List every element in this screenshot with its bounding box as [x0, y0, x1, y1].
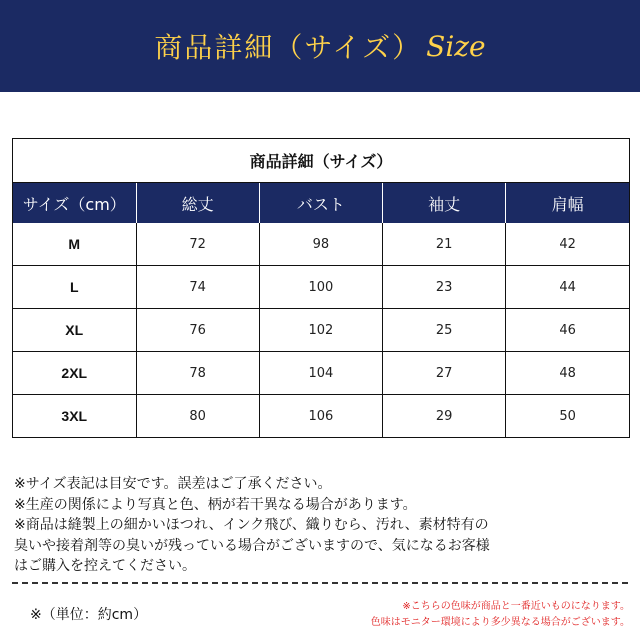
- bust-cell: 102: [259, 309, 382, 352]
- header-bust: バスト: [259, 183, 382, 223]
- length-cell: 72: [136, 223, 259, 266]
- size-grid: [13, 183, 629, 437]
- note-line: はご購入を控えてください。: [14, 558, 196, 574]
- header-row: [13, 183, 629, 223]
- header-shoulder: 肩幅: [506, 183, 629, 223]
- title-banner: [0, 0, 640, 92]
- size-cell: XL: [13, 309, 136, 352]
- bust-cell: 104: [259, 352, 382, 395]
- shoulder-cell: 46: [506, 309, 629, 352]
- color-note-line: 色味はモニター環境により多少異なる場合がございます。: [370, 617, 630, 628]
- header-length: 総丈: [136, 183, 259, 223]
- shoulder-cell: 44: [506, 266, 629, 309]
- table-row: [13, 352, 629, 395]
- bust-cell: 98: [259, 223, 382, 266]
- banner-script-title: Size: [426, 29, 486, 63]
- sleeve-cell: 27: [383, 352, 506, 395]
- sleeve-cell: 21: [383, 223, 506, 266]
- length-cell: 78: [136, 352, 259, 395]
- length-cell: 80: [136, 395, 259, 438]
- color-note-line: ※こちらの色味が商品と一番近いものになります。: [402, 601, 630, 612]
- bust-cell: 100: [259, 266, 382, 309]
- dashed-divider: [12, 582, 628, 584]
- sleeve-cell: 29: [383, 395, 506, 438]
- header-sleeve: 袖丈: [383, 183, 506, 223]
- table-row: [13, 395, 629, 438]
- note-line: ※サイズ表記は目安です。誤差はご了承ください。: [14, 476, 332, 492]
- unit-note: ※（単位：約cm）: [30, 607, 148, 623]
- table-row: [13, 309, 629, 352]
- shoulder-cell: 48: [506, 352, 629, 395]
- shoulder-cell: 42: [559, 236, 576, 252]
- table-row: [13, 223, 629, 266]
- size-cell: 3XL: [13, 395, 136, 438]
- header-size: サイズ（cm）: [13, 183, 136, 223]
- banner-title: 商品詳細（サイズ）: [154, 31, 423, 64]
- sleeve-cell: 25: [383, 309, 506, 352]
- table-title: 商品詳細（サイズ）: [13, 139, 629, 183]
- size-cell: M: [13, 223, 136, 266]
- note-line: 臭いや接着剤等の臭いが残っている場合がございますので、気になるお客様: [14, 537, 490, 554]
- table-row: [13, 266, 629, 309]
- length-cell: 74: [136, 266, 259, 309]
- note-line: ※生産の関係により写真と色、柄が若干異なる場合があります。: [14, 496, 417, 513]
- note-line: ※商品は縫製上の細かいほつれ、インク飛び、織りむら、汚れ、素材特有の: [14, 517, 489, 533]
- size-notes: [14, 474, 630, 577]
- length-cell: 76: [136, 309, 259, 352]
- bust-cell: 106: [259, 395, 382, 438]
- color-disclaimer: [310, 599, 630, 631]
- sleeve-cell: 23: [383, 266, 506, 309]
- size-table: [12, 138, 630, 438]
- size-cell: L: [13, 266, 136, 309]
- shoulder-cell: 50: [506, 395, 629, 438]
- size-cell: 2XL: [13, 352, 136, 395]
